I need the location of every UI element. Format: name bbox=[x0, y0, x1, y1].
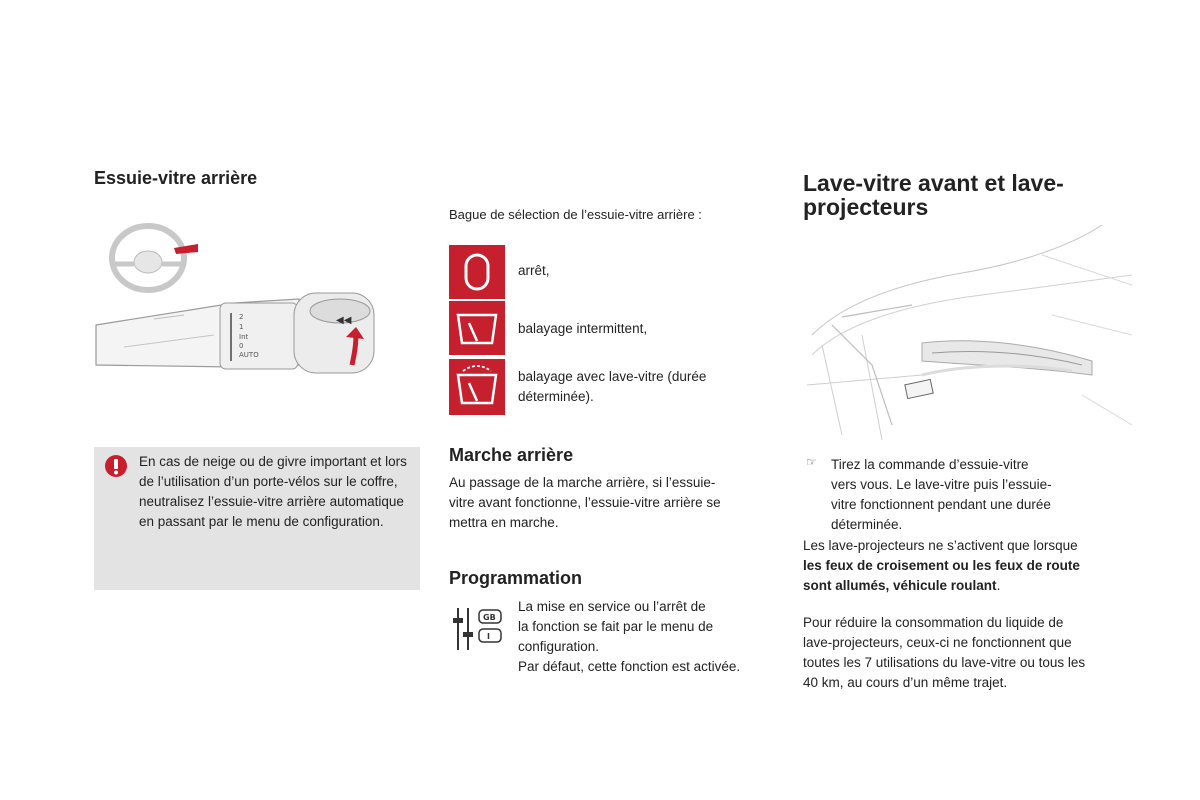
wash-wipe-icon bbox=[449, 359, 505, 415]
mode-label-off: arrêt, bbox=[518, 263, 550, 278]
steering-wheel-illustration bbox=[104, 218, 200, 294]
lever-marking-1: 1 bbox=[239, 323, 244, 331]
badge-gb: GB bbox=[483, 613, 496, 622]
headlamp-note-line-3 bbox=[803, 576, 1000, 596]
mode-label-wash-line1: balayage avec lave-vitre (durée bbox=[518, 369, 707, 384]
headlamp-note-line-2 bbox=[803, 556, 1080, 576]
mode-label-wash-line2: déterminée). bbox=[518, 389, 594, 404]
off-position-icon bbox=[449, 245, 505, 299]
reverse-line-1: Au passage de la marche arrière, si l’essuie- bbox=[449, 475, 716, 490]
exclamation-warning-icon bbox=[104, 454, 128, 478]
reverse-line-3: mettra en marche. bbox=[449, 515, 559, 530]
lever-marking-int: Int bbox=[239, 333, 249, 341]
programming-line-3: configuration. bbox=[518, 639, 600, 654]
consumption-line-4: 40 km, au cours d’un même trajet. bbox=[803, 675, 1008, 690]
svg-text:◀◀: ◀◀ bbox=[336, 315, 352, 326]
bullet-line-3: vitre fonctionnent pendant une durée bbox=[831, 497, 1051, 512]
intermittent-wipe-icon bbox=[449, 301, 505, 355]
programming-line-4: Par défaut, cette fonction est activée. bbox=[518, 659, 741, 674]
bullet-line-2: vers vous. Le lave-vitre puis l’essuie- bbox=[831, 477, 1052, 492]
consumption-line-3: toutes les 7 utilisations du lave-vitre ou tous les bbox=[803, 655, 1086, 670]
headlamp-note-period: . bbox=[996, 578, 1001, 593]
section-heading-washer-line1: Lave-vitre avant et lave- bbox=[803, 170, 1064, 196]
warning-text: En cas de neige ou de givre important et lors de l’utilisation d’un porte-vélos sur le coffre, neutralisez l’essuie-vitre arrière automatique en passant par le menu de configuration. bbox=[139, 454, 407, 529]
section-heading-rear-wiper: Essuie-vitre arrière bbox=[94, 168, 258, 188]
wiper-stalk-illustration bbox=[94, 285, 394, 385]
programming-line-1: La mise en service ou l’arrêt de bbox=[518, 599, 706, 614]
car-front-illustration bbox=[802, 225, 1132, 445]
badge-i: I bbox=[487, 632, 490, 641]
bullet-line-1: Tirez la commande d’essuie-vitre bbox=[831, 457, 1029, 472]
section-heading-reverse: Marche arrière bbox=[449, 445, 574, 465]
bullet-line-4: déterminée. bbox=[831, 517, 903, 532]
ring-selection-caption: Bague de sélection de l’essuie-vitre arrière : bbox=[449, 207, 702, 222]
headlamp-note-bold-2: les feux de croisement ou les feux de route bbox=[803, 558, 1080, 573]
programming-line-2: la fonction se fait par le menu de bbox=[518, 619, 714, 634]
mode-label-intermittent: balayage intermittent, bbox=[518, 321, 648, 336]
reverse-line-2: vitre avant fonctionne, l’essuie-vitre arrière se bbox=[449, 495, 721, 510]
lever-marking-0: 0 bbox=[239, 342, 244, 350]
headlamp-note-line-1: Les lave-projecteurs ne s’activent que lorsque bbox=[803, 538, 1078, 553]
lever-marking-auto: AUTO bbox=[239, 351, 259, 359]
lever-marking-2: 2 bbox=[239, 313, 244, 321]
section-heading-programming: Programmation bbox=[449, 568, 583, 588]
consumption-line-1: Pour réduire la consommation du liquide de bbox=[803, 615, 1064, 630]
headlamp-note-bold-3: sont allumés, véhicule roulant bbox=[803, 578, 997, 593]
section-heading-washer-line2: projecteurs bbox=[803, 194, 929, 220]
consumption-line-2: lave-projecteurs, ceux-ci ne fonctionnent que bbox=[803, 635, 1072, 650]
pointing-hand-icon: ☞ bbox=[806, 455, 817, 469]
settings-sliders-icon bbox=[452, 606, 504, 652]
